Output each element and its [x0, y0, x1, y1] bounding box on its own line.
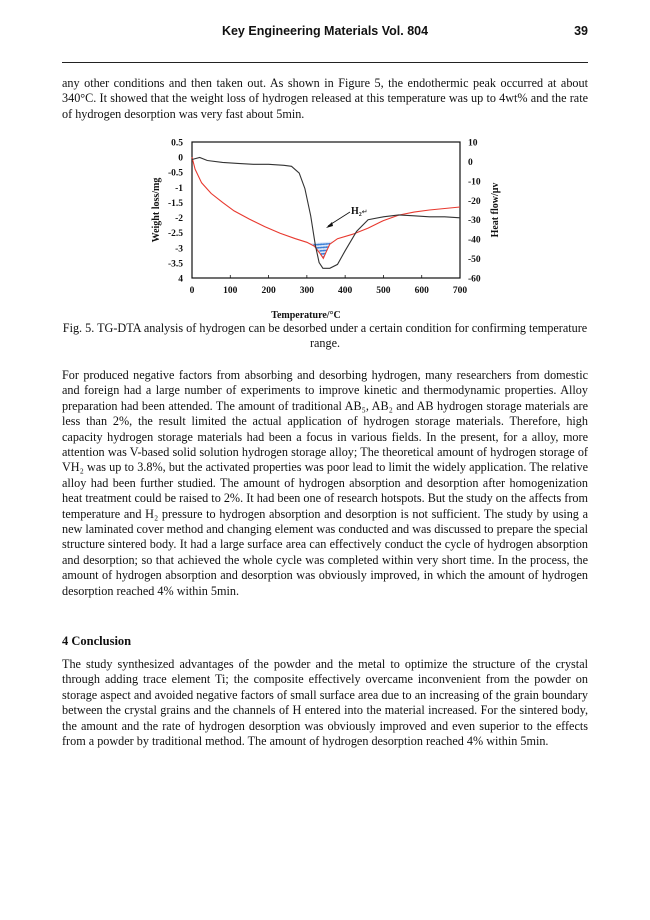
x-tick-label: 0	[189, 286, 195, 296]
y-axis-label: Weight loss/mg	[151, 177, 162, 243]
x-tick-label: 300	[299, 286, 314, 296]
tg-dta-chart	[140, 134, 510, 322]
peak-dot	[319, 247, 321, 249]
y-tick-label: -2.5	[167, 229, 183, 240]
peak-dot	[322, 247, 324, 249]
x-tick-label: 700	[452, 286, 468, 296]
y2-tick-label: -30	[468, 216, 481, 227]
peak-dot	[324, 246, 326, 248]
y-tick-label: 0.5	[171, 138, 183, 149]
paragraph-main: For produced negative factors from absorbing and desorbing hydrogen, many researchers from domestic and foreign had a large number of experiments to improve kinetic and thermodynamic properties. Alloy preparation had been attended. The amount of traditional AB₅, AB₂ and AB hydrogen storage materials are less than 2%, the result limited the actual application of hydrogen storage materials. Therefore, high capacity hydrogen storage materials had been a focus in various fields. In the present, for a alloy, more attention was V-based solid solution hydrogen storage alloy; The theoretical amount of hydrogen storage of VH₂ was up to 3.8%, but the activated properties was poor lead to limit the widely application. The relative alloy had been further studied. The amount of hydrogen absorption and desorption after homogenization heat treatment could be raised to 2%. It had been one of research hotspots. But the study on the affects from temperature and H₂ pressure to hydrogen absorption and desorption is not sufficient. The study by using a new laminated cover method and changing element was conducted and was discussed to prepare the special structure sintered body. It had a large surface area can effectively conduct the cycle of hydrogen absorption and desorption; so that achieved the whole cycle was completed within very short time. In the process, the amount of hydrogen absorption and desorption was obviously improved, in which the amount of hydrogen desorption reached 4% within 5min.	[62, 368, 588, 598]
y-tick-label: -0.5	[167, 168, 183, 179]
x-axis-label: Temperature/°C	[271, 310, 341, 321]
y2-tick-label: -50	[468, 255, 481, 266]
peak-dot	[319, 244, 321, 246]
x-tick-label: 400	[338, 286, 353, 296]
y2-tick-label: -10	[468, 177, 481, 188]
peak-dot	[324, 250, 326, 252]
x-tick-label: 600	[414, 286, 429, 296]
paragraph-conclusion: The study synthesized advantages of the powder and the metal to optimize the structure of the crystal through adding trace element Ti; the composite effectively overcame inconvenient from the powder on storage aspect and avoided negative factors of small surface area due to an increasing of the grain boundary between the crystal grains and the channels of H entered into the material increased. For the sintered body, the amount and the rate of hydrogen desorption was obviously improved and even superior to the effects from a powder by traditional method. The amount of hydrogen desorption reached 4% within 5min.	[62, 657, 588, 749]
y-tick-label: 4	[178, 274, 183, 285]
peak-dot	[319, 250, 321, 252]
series-lines-layer	[192, 157, 460, 268]
y-tick-label: -3	[175, 244, 183, 255]
y-tick-label: -1	[175, 183, 183, 194]
figure-caption: Fig. 5. TG-DTA analysis of hydrogen can be desorbed under a certain condition for confirming temperature range.	[62, 321, 588, 351]
x-tick-label: 200	[261, 286, 276, 296]
page-number: 39	[574, 24, 588, 38]
y2-tick-label: 0	[468, 157, 473, 168]
y2-tick-label: -60	[468, 274, 481, 285]
peak-dot	[318, 244, 320, 246]
peak-dot	[327, 243, 329, 245]
peak-dot	[321, 250, 323, 252]
peak-dot	[318, 247, 320, 249]
journal-title: Key Engineering Materials Vol. 804	[221, 24, 429, 38]
peak-dot	[324, 243, 326, 245]
tg-dta-figure	[140, 134, 510, 322]
y-tick-label: -3.5	[167, 259, 183, 270]
x-tick-label: 500	[376, 286, 391, 296]
y-tick-label: 0	[178, 153, 183, 164]
peak-dot	[325, 246, 327, 248]
y2-tick-label: 10	[468, 138, 478, 149]
x-tick-label: 100	[223, 286, 238, 296]
peak-dot	[322, 243, 324, 245]
peak-dot	[321, 243, 323, 245]
y-tick-label: -2	[175, 214, 183, 225]
header-rule	[62, 62, 588, 63]
running-header	[62, 24, 588, 42]
peak-dot	[321, 247, 323, 249]
peak-dot	[322, 253, 324, 255]
peak-dot	[316, 244, 318, 246]
y-tick-label: -1.5	[167, 198, 183, 209]
y2-tick-label: -40	[468, 235, 481, 246]
paragraph-intro: any other conditions and then taken out. As shown in Figure 5, the endothermic peak occurred at about 340°C. It showed that the weight loss of hydrogen released at this temperature was up to 4wt% and the rate of hydrogen desorption was very fast about 5min.	[62, 76, 588, 121]
peak-dot	[322, 250, 324, 252]
annotation-arrowhead-icon	[326, 222, 333, 228]
annotation-h2-label: H₂↵	[351, 206, 368, 217]
y2-tick-label: -20	[468, 196, 481, 207]
peak-dot	[325, 243, 327, 245]
y2-axis-label: Heat flow/μv	[490, 182, 501, 238]
section-heading: 4 Conclusion	[62, 634, 132, 648]
